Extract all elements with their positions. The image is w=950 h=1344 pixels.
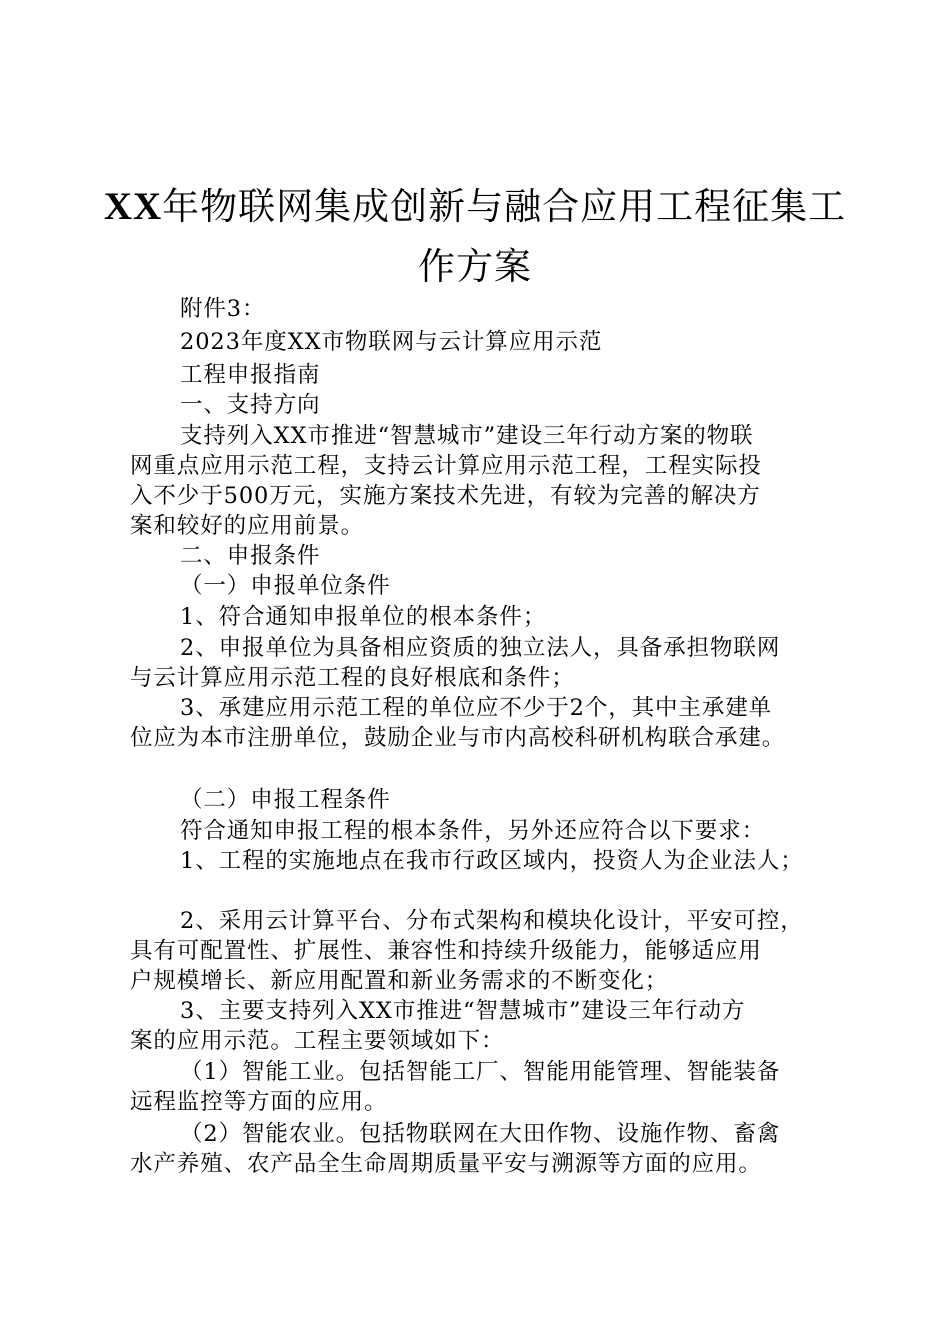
paragraph-line: 户规模增长、新应用配置和新业务需求的不断变化； (130, 968, 669, 994)
title-line-1-text: 年物联网集成创新与融合应用工程征集工 (162, 185, 847, 228)
list-item-agriculture: （2）智能农业。包括物联网在大田作物、设施作物、畜禽 (180, 1121, 781, 1147)
paragraph-line: 支持列入XX市推进“智慧城市”建设三年行动方案的物联 (180, 423, 754, 449)
paragraph-line: 具有可配置性、扩展性、兼容性和持续升级能力，能够适应用 (130, 938, 762, 964)
section-heading-support: 一、支持方向 (180, 392, 321, 418)
paragraph-line: 远程监控等方面的应用。 (130, 1089, 388, 1115)
paragraph-line: 2、采用云计算平台、分布式架构和模块化设计，平安可控， (180, 908, 804, 934)
guide-title-line-1: 2023年度XX市物联网与云计算应用示范 (180, 329, 603, 355)
paragraph-line: 2、申报单位为具备相应资质的独立法人，具备承担物联网 (180, 635, 781, 661)
subsection-heading-unit: （一）申报单位条件 (180, 573, 391, 599)
paragraph-line: 1、工程的实施地点在我市行政区域内，投资人为企业法人； (180, 848, 804, 874)
paragraph-line: 网重点应用示范工程，支持云计算应用示范工程，工程实际投 (130, 453, 762, 479)
paragraph-line: 3、承建应用示范工程的单位应不少于2个，其中主承建单 (180, 695, 773, 721)
paragraph-line: 符合通知申报工程的根本条件，另外还应符合以下要求： (180, 818, 766, 844)
paragraph-line: 入不少于500万元，实施方案技术先进，有较为完善的解决方 (130, 483, 761, 509)
paragraph-line: 3、主要支持列入XX市推进“智慧城市”建设三年行动方 (180, 998, 746, 1024)
paragraph-line: 位应为本市注册单位，鼓励企业与市内高校科研机构联合承建。 (130, 725, 786, 751)
subsection-heading-project: （二）申报工程条件 (180, 787, 391, 813)
attachment-label: 附件3： (180, 296, 266, 322)
section-heading-conditions: 二、申报条件 (180, 543, 321, 569)
paragraph-line: 案和较好的应用前景。 (130, 513, 365, 539)
document-title-line-1 (90, 177, 860, 237)
guide-title-line-2: 工程申报指南 (180, 362, 321, 388)
paragraph-line: 水产养殖、农产品全生命周期质量平安与溯源等方面的应用。 (130, 1151, 762, 1177)
list-item-industry: （1）智能工业。包括智能工厂、智能用能管理、智能装备 (180, 1059, 781, 1085)
paragraph-line: 1、符合通知申报单位的根本条件； (180, 604, 547, 630)
paragraph-line: 与云计算应用示范工程的良好根底和条件； (130, 665, 575, 691)
paragraph-line: 案的应用示范。工程主要领域如下： (130, 1028, 505, 1054)
title-prefix: XX (103, 185, 163, 228)
document-title-line-2: 作方案 (418, 245, 532, 288)
